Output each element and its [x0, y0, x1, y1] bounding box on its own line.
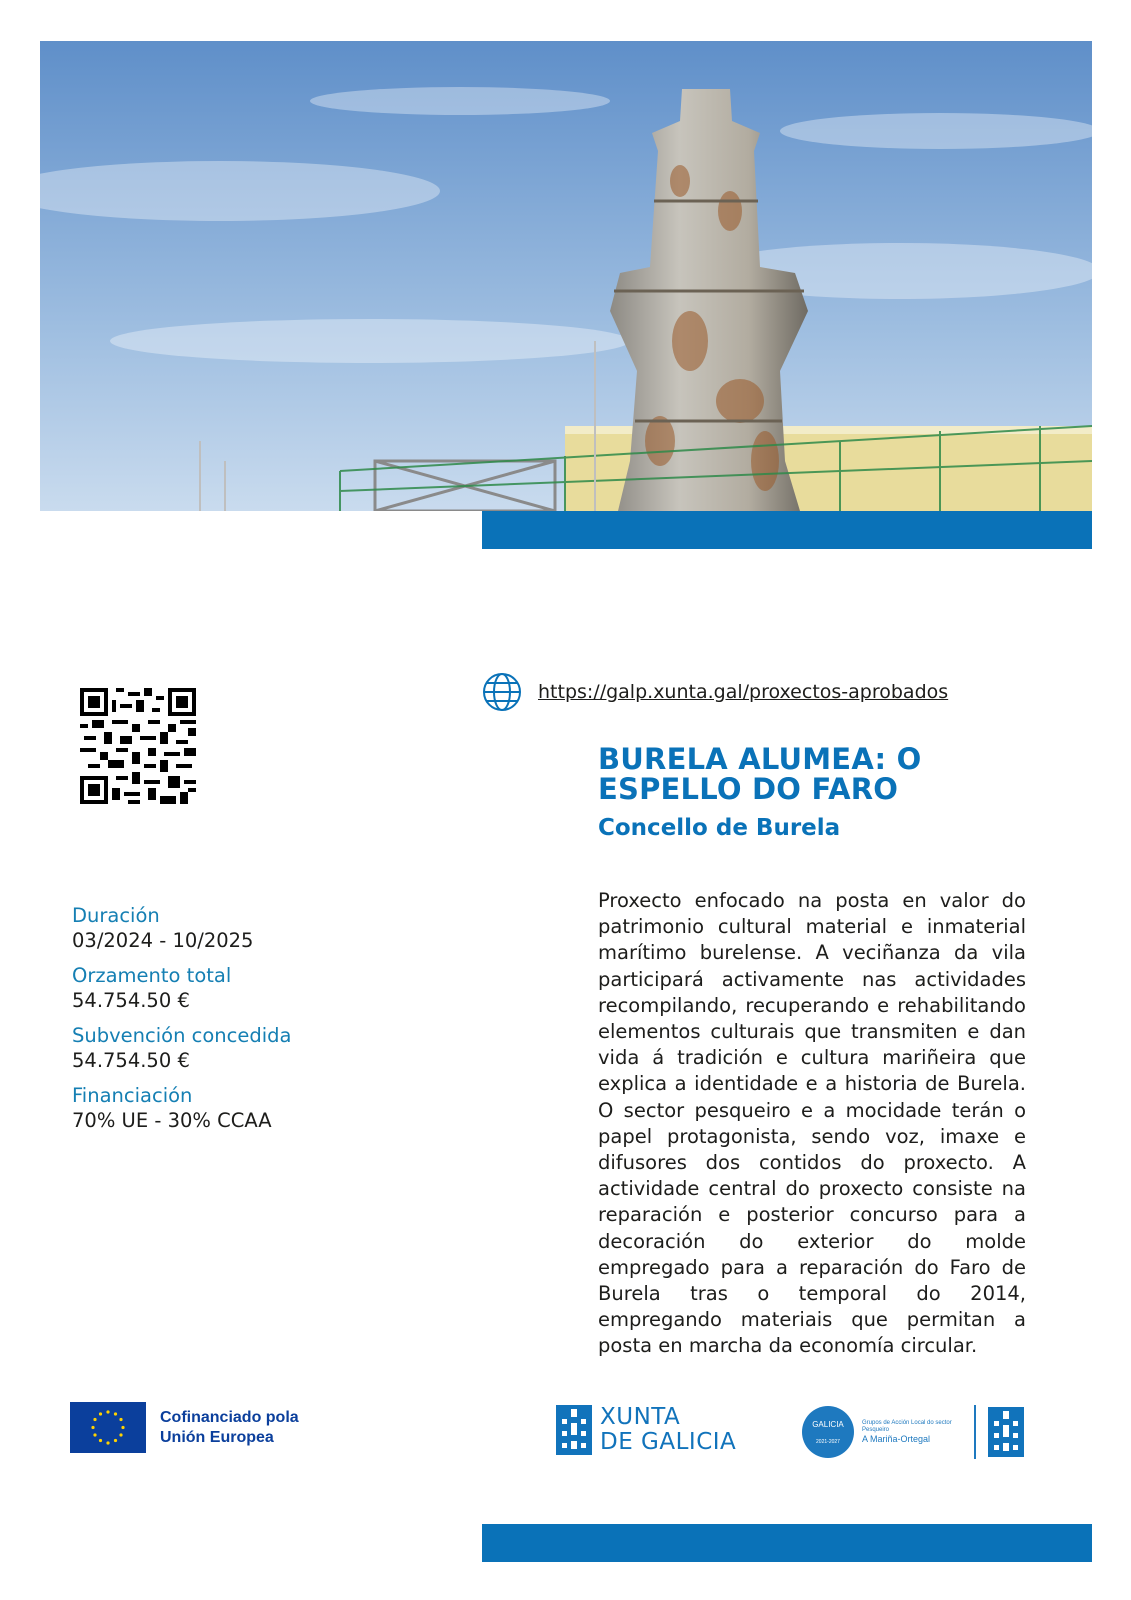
- fact-label: Duración: [72, 904, 160, 927]
- fact-total-budget: [72, 963, 402, 1013]
- fact-label: Subvención concedida: [72, 1024, 292, 1047]
- galp-badge: [802, 1406, 854, 1458]
- galp-badge-text: GALICIA: [812, 1419, 844, 1429]
- header-photo-lighthouse: [40, 41, 1092, 511]
- fact-value: 70% UE - 30% CCAA: [72, 1109, 272, 1132]
- project-promoter: Concello de Burela: [598, 815, 841, 841]
- fact-grant: [72, 1023, 402, 1073]
- galicia-emblem-icon: [988, 1407, 1024, 1457]
- accent-bar-bottom: [482, 1524, 1092, 1562]
- eu-cofunding-text: Cofinanciado pola Unión Europea: [160, 1408, 299, 1446]
- fact-label: Orzamento total: [72, 964, 232, 987]
- fact-duration: [72, 903, 402, 953]
- website-link-row: [482, 672, 948, 712]
- fact-label: Financiación: [72, 1084, 193, 1107]
- eu-cofunding-logo: [70, 1402, 330, 1453]
- qr-code[interactable]: [80, 688, 196, 804]
- website-url-link[interactable]: https://galp.xunta.gal/proxectos-aprobados: [538, 681, 949, 703]
- accent-bar-top: [482, 511, 1092, 549]
- fact-value: 54.754.50 €: [72, 989, 190, 1012]
- xunta-line-1: XUNTA: [600, 1404, 681, 1430]
- galp-logo: [802, 1405, 1024, 1459]
- xunta-emblem-icon: [556, 1405, 592, 1455]
- xunta-line-2: DE GALICIA: [600, 1429, 737, 1455]
- eu-flag-icon: [70, 1402, 146, 1453]
- fact-value: 03/2024 - 10/2025: [72, 929, 254, 952]
- galp-small-text: Grupos de Acción Local do sector Pesqueiro: [862, 1419, 952, 1433]
- galp-name: A Mariña-Ortegal: [862, 1433, 931, 1444]
- fact-value: 54.754.50 €: [72, 1049, 190, 1072]
- project-facts: [72, 903, 402, 1143]
- project-description: Proxecto enfocado na posta en valor do patrimonio cultural material e inmaterial marítimo burelense. A veciñanza da vila participará activamente nas actividades recompilando, recuperando e rehabilitando elementos culturais que transmiten e dan vida á tradición e cultura mariñeira que explica a identidade e a historia de Burela. O sector pesqueiro e a mocidade terán o papel protagonista, sendo voz, imaxe e difusores dos contidos do proxecto. A actividade central do proxecto consiste na reparación e posterior concurso para a decoración do exterior do molde empregado para a reparación do Faro de Burela tras o temporal do 2014, empregando materiais que permitan a posta en marcha da economía circular.: [598, 889, 1026, 1358]
- project-title: BURELA ALUMEA: O ESPELLO DO FARO: [598, 742, 922, 806]
- xunta-logo: [556, 1405, 736, 1455]
- globe-icon: [482, 672, 522, 712]
- logo-divider: [974, 1405, 976, 1459]
- fact-financing: [72, 1083, 402, 1133]
- galp-badge-years: 2021-2027: [816, 1438, 840, 1445]
